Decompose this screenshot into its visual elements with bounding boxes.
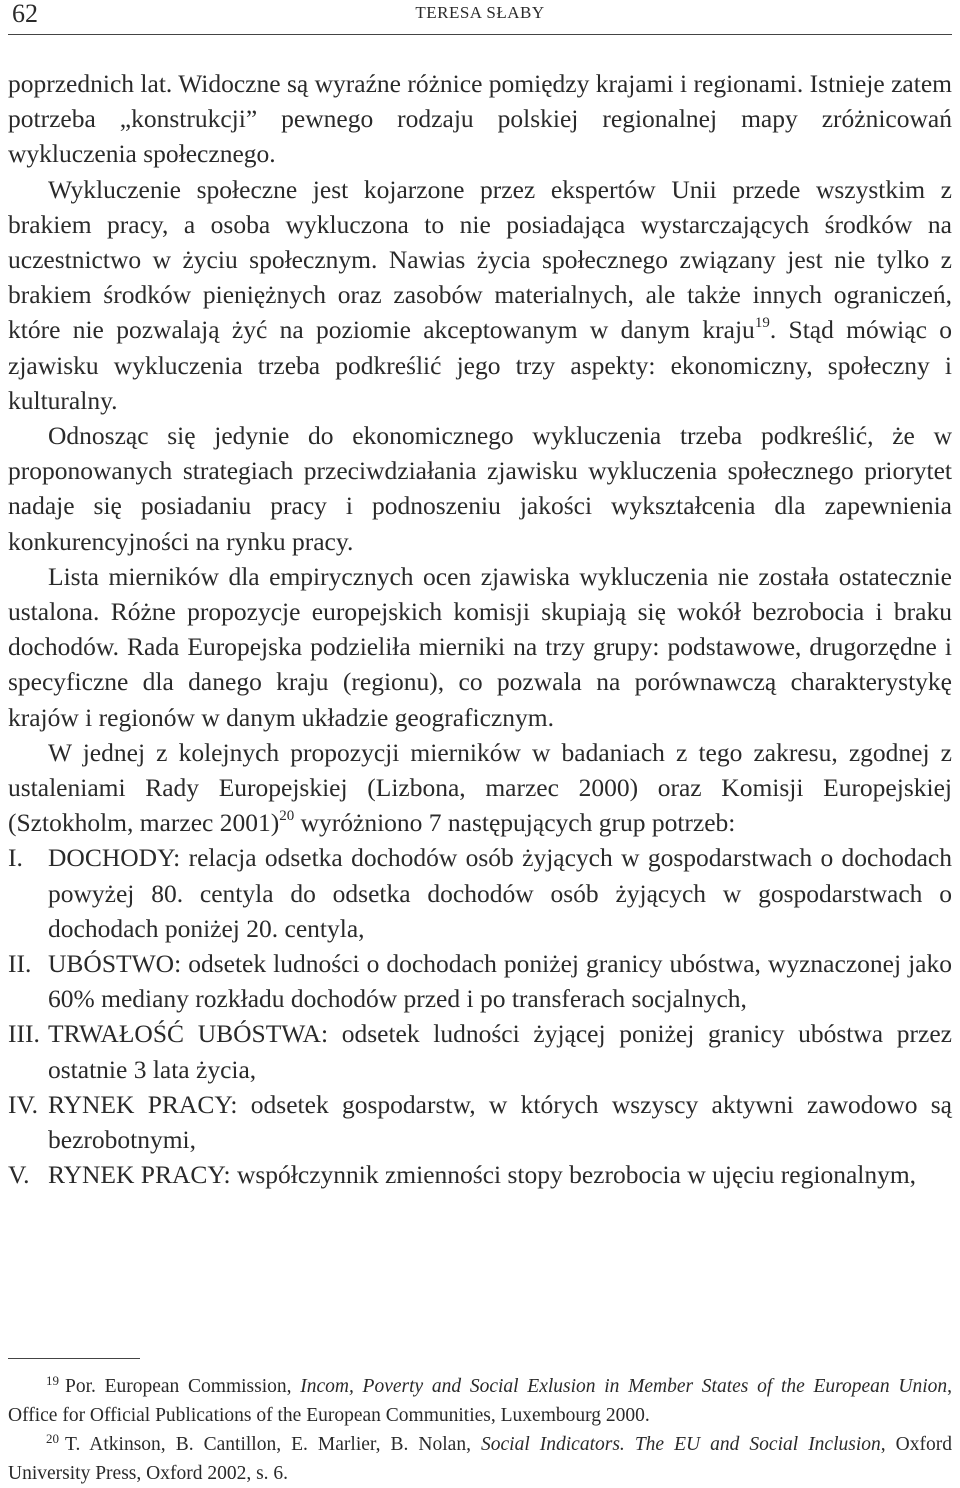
footnote-text: T. Atkinson, B. Cantillon, E. Marlier, B. Nolan, [65, 1434, 481, 1455]
footnote [8, 1372, 952, 1430]
list-item-text: UBÓSTWO: odsetek ludności o dochodach poniżej granicy ubóstwa, wyznaczonej jako 60% mediany rozkładu dochodów przed i po transferach socjalnych, [48, 949, 952, 1014]
footnote-ref[interactable]: 19 [754, 315, 770, 332]
paragraph: poprzednich lat. Widoczne są wyraźne różnice pomiędzy krajami i regionami. Istnieje zatem potrzeba „konstrukcji” pewnego rodzaju polskiej regionalnej mapy zróżnicowań wykluczenia społecznego. [8, 69, 952, 169]
footnote-text: , Oxford University Press, Oxford 2002, s. 6. [8, 1434, 952, 1484]
footnote-title: Incom, Poverty and Social Exlusion in Member States of the European Union [300, 1376, 948, 1397]
list-item [8, 840, 952, 946]
list-item [8, 1087, 952, 1157]
list-item [8, 1016, 952, 1086]
list-numeral: III. [8, 1019, 40, 1049]
body-text [8, 66, 952, 1193]
footnote-number: 19 [46, 1373, 59, 1388]
list-item-text: RYNEK PRACY: odsetek gospodarstw, w których wszyscy aktywni zawodowo są bezrobotnymi, [48, 1089, 952, 1155]
paragraph: Odnosząc się jedynie do ekonomicznego wykluczenia trzeba podkreślić, że w proponowanych strategiach przeciwdziałania zjawisku wykluczenia społecznego priorytet nadaje się posiadaniu pracy i podnoszeniu jakości wykształcenia dla zapewnienia konkurencyjności na rynku pracy. [8, 421, 952, 556]
list-numeral: V. [8, 1160, 30, 1190]
footnote [8, 1430, 952, 1488]
footnote-text: Por. European Commission, [65, 1376, 301, 1397]
footnote-number: 20 [46, 1431, 59, 1446]
list-item-text: RYNEK PRACY: współczynnik zmienności stopy bezrobocia w ujęciu regionalnym, [48, 1160, 917, 1190]
footnote-ref[interactable]: 20 [279, 808, 295, 825]
footnote-divider [8, 1358, 140, 1359]
list-item-text: DOCHODY: relacja odsetka dochodów osób żyjących w gospodarstwach o dochodach powyżej 80. centyla do odsetka dochodów osób żyjących w gospodarstwach o dochodach poniżej 20. centyla, [48, 843, 952, 943]
running-head: TERESA SŁABY [415, 3, 545, 22]
paragraph: Lista mierników dla empirycznych ocen zjawiska wykluczenia nie została ostatecznie ustalona. Różne propozycje europejskich komisji skupiają się wokół bezrobocia i braku dochodów. Rada Europejska podzieliła mierniki na trzy grupy: podstawowe, drugorzędne i specyficzne dla danego kraju (regionu), co pozwala na porównawczą charakterystykę krajów i regionów w danym układzie geograficznym. [8, 561, 952, 732]
list-item [8, 946, 952, 1016]
list-numeral: II. [8, 949, 32, 979]
list-numeral: I. [8, 843, 23, 873]
needs-list [8, 840, 952, 1192]
page-header [8, 0, 952, 35]
paragraph-text: . Stąd mówiąc o zjawisku wykluczenia trzeba podkreślić jego trzy aspekty: ekonomiczny, społeczny i kulturalny. [8, 315, 952, 415]
footnote-text: , Office for Official Publications of the European Communities, Luxembourg 2000. [8, 1376, 952, 1426]
list-item [8, 1157, 952, 1192]
footnotes [8, 1372, 952, 1488]
paragraph-text: W jednej z kolejnych propozycji mierników w badaniach z tego zakresu, zgodnej z ustaleniami Rady Europejskiej (Lizbona, marzec 2000) oraz Komisji Europejskiej (Sztokholm, marzec 2001) [8, 737, 952, 838]
paragraph-text: Wykluczenie społeczne jest kojarzone przez ekspertów Unii przede wszystkim z brakiem pracy, a osoba wykluczona to nie posiadająca wystarczających środków na uczestnictwo w życiu społecznym. Nawias życia społecznego związany jest nie tylko z brakiem środków pieniężnych oraz zasobów materialnych, ale także innych ograniczeń, które nie pozwalają żyć na poziomie akceptowanym w danym kraju [8, 174, 952, 345]
list-item-text: TRWAŁOŚĆ UBÓSTWA: odsetek ludności żyjącej poniżej granicy ubóstwa przez ostatnie 3 lata życia, [48, 1019, 952, 1084]
paragraph-text: wyróżniono 7 następujących grup potrzeb: [294, 808, 736, 838]
footnote-title: Social Indicators. The EU and Social Inclusion [481, 1434, 881, 1455]
page-number: 62 [12, 0, 38, 28]
list-numeral: IV. [8, 1089, 38, 1119]
paragraph [8, 735, 952, 841]
paragraph [8, 172, 952, 418]
